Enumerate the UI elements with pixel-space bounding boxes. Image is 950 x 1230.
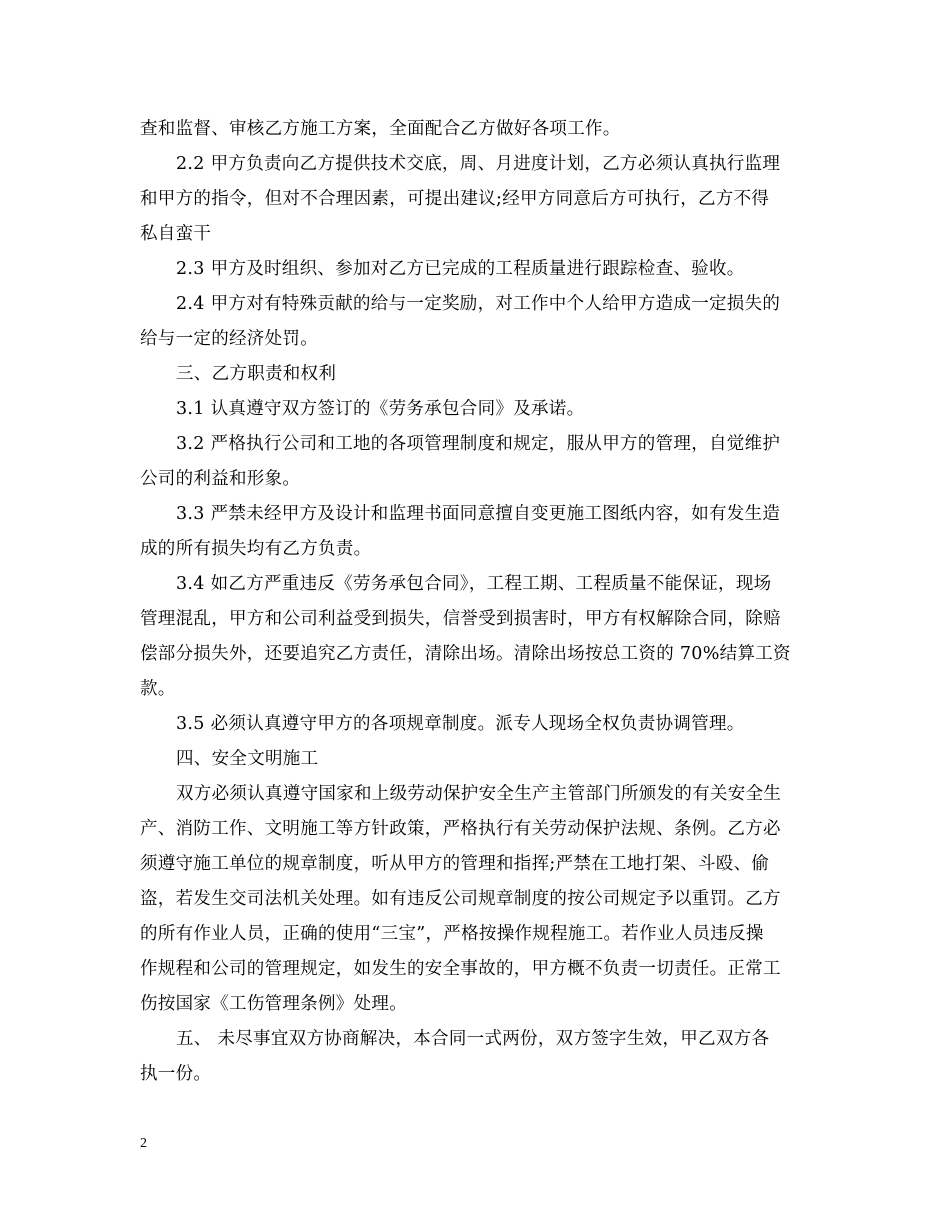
text-line: 作规程和公司的管理规定，如发生的安全事故的，甲方概不负责一切责任。正常工 [140, 959, 781, 979]
section-heading: 四、安全文明施工 [176, 749, 319, 769]
text-line: 五、 未尽事宜双方协商解决，本合同一式两份，双方签字生效，甲乙双方各 [176, 1029, 770, 1049]
text-line: 偿部分损失外，还要追究乙方责任，清除出场。清除出场按总工资的 70%结算工资 [140, 644, 791, 664]
text-line: 私自蛮干 [140, 224, 212, 244]
text-line: 查和监督、审核乙方施工方案，全面配合乙方做好各项工作。 [140, 119, 621, 139]
text-line: 3.4 如乙方严重违反《劳务承包合同》，工程工期、工程质量不能保证，现场 [176, 574, 772, 594]
page-number: 2 [140, 1136, 147, 1151]
text-line: 3.5 必须认真遵守甲方的各项规章制度。派专人现场全权负责协调管理。 [176, 714, 745, 734]
body-text [140, 112, 812, 1092]
text-line: 伤按国家《工伤管理条例》处理。 [140, 994, 407, 1014]
text-line: 管理混乱，甲方和公司利益受到损失，信誉受到损害时，甲方有权解除合同，除赔 [140, 609, 781, 629]
text-line: 3.3 严禁未经甲方及设计和监理书面同意擅自变更施工图纸内容，如有发生造 [176, 504, 781, 524]
text-line: 执一份。 [140, 1064, 212, 1084]
text-line: 款。 [140, 679, 176, 699]
text-line: 给与一定的经济处罚。 [140, 329, 318, 349]
text-line: 2.3 甲方及时组织、参加对乙方已完成的工程质量进行跟踪检查、验收。 [176, 259, 745, 279]
text-line: 双方必须认真遵守国家和上级劳动保护安全生产主管部门所颁发的有关安全生 [176, 784, 782, 804]
text-line: 3.2 严格执行公司和工地的各项管理制度和规定，服从甲方的管理，自觉维护 [176, 434, 781, 454]
text-line: 产、消防工作、文明施工等方针政策，严格执行有关劳动保护法规、条例。乙方必 [140, 819, 781, 839]
text-line: 成的所有损失均有乙方负责。 [140, 539, 372, 559]
text-line: 须遵守施工单位的规章制度，听从甲方的管理和指挥;严禁在工地打架、斗殴、偷 [140, 854, 770, 874]
text-line: 公司的利益和形象。 [140, 469, 301, 489]
text-line: 盗，若发生交司法机关处理。如有违反公司规章制度的按公司规定予以重罚。乙方 [140, 889, 781, 909]
text-line: 3.1 认真遵守双方签订的《劳务承包合同》及承诺。 [176, 399, 585, 419]
text-line: 的所有作业人员，正确的使用“三宝”，严格按操作规程施工。若作业人员违反操 [140, 924, 764, 944]
text-line: 2.4 甲方对有特殊贡献的给与一定奖励，对工作中个人给甲方造成一定损失的 [176, 294, 781, 314]
section-heading: 三、乙方职责和权利 [176, 364, 337, 384]
text-line: 2.2 甲方负责向乙方提供技术交底，周、月进度计划，乙方必须认真执行监理 [176, 154, 781, 174]
text-line: 和甲方的指令，但对不合理因素，可提出建议;经甲方同意后方可执行，乙方不得 [140, 189, 770, 209]
